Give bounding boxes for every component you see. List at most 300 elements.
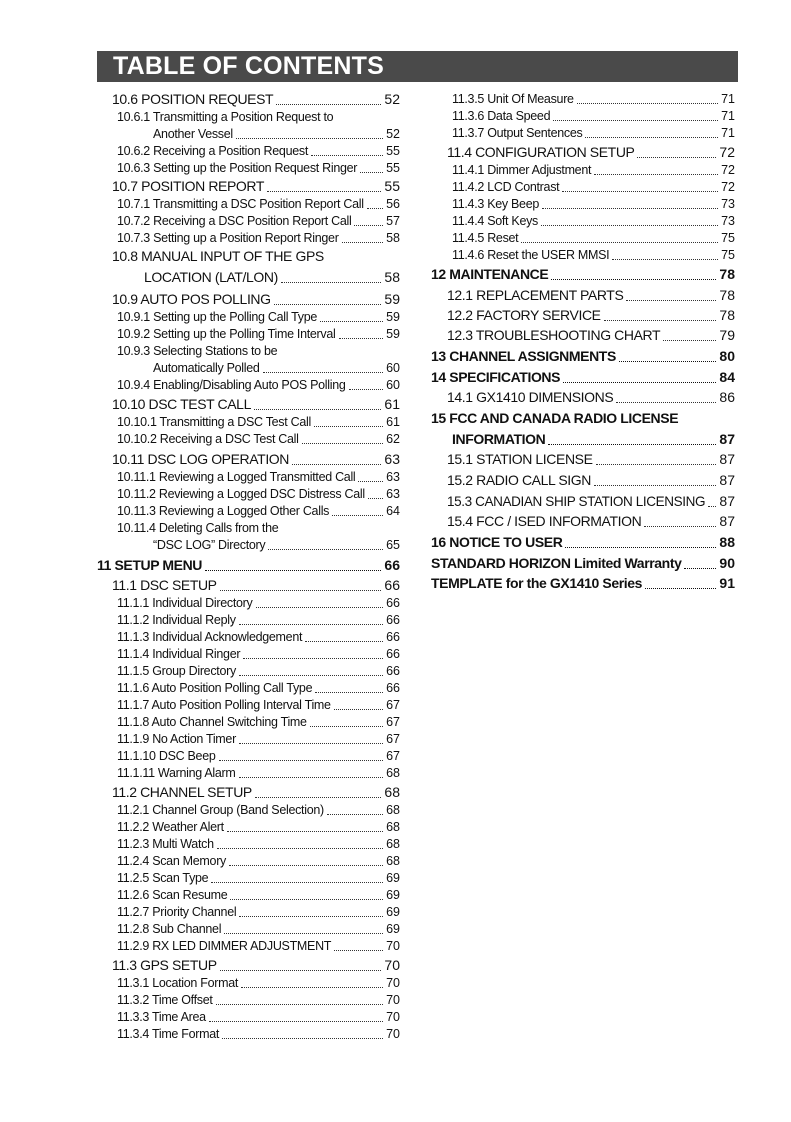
toc-entry-title: 11.2.6 Scan Resume [117,888,228,902]
toc-entry[interactable] [447,327,735,344]
toc-entry-title: 11.1.9 No Action Timer [117,732,236,746]
toc-entry-page: 69 [386,888,400,902]
toc-entry-page: 66 [384,557,400,573]
toc-entry-title: 11.2.4 Scan Memory [117,854,227,868]
toc-entry-title: 11.4.5 Reset [452,231,519,245]
dot-leader [222,1038,383,1039]
toc-entry-title: 11.4.2 LCD Contrast [452,180,560,194]
toc-entry-page: 61 [386,415,400,429]
toc-entry-page: 75 [721,248,735,262]
dot-leader [368,498,383,499]
dot-leader [230,899,383,900]
toc-entry-page: 66 [384,577,400,593]
toc-entry-page: 56 [386,197,400,211]
dot-leader [254,409,381,410]
dot-leader [302,443,383,444]
toc-entry[interactable] [447,493,735,510]
toc-entry-page: 70 [386,1010,400,1024]
dot-leader [205,570,381,571]
toc-entry-title: 11.2.7 Priority Channel [117,905,237,919]
toc-entry-title: 11 SETUP MENU [97,557,203,573]
toc-entry-title: 10.11.1 Reviewing a Logged Transmitted Call [117,470,356,484]
toc-entry[interactable] [117,993,400,1008]
toc-entry-title: 10.10.2 Receiving a DSC Test Call [117,432,299,446]
toc-entry-page: 69 [386,905,400,919]
dot-leader [332,515,383,516]
toc-entry-title: 10.9.1 Setting up the Polling Call Type [117,310,318,324]
dot-leader [239,916,383,917]
toc-entry-title: 11.2.9 RX LED DIMMER ADJUSTMENT [117,939,332,953]
dot-leader [310,726,383,727]
toc-entry-title: 13 CHANNEL ASSIGNMENTS [431,348,616,364]
toc-entry[interactable] [447,451,735,468]
dot-leader [604,320,717,321]
toc-entry-title: 10.7 POSITION REPORT [112,178,265,194]
dot-leader [305,641,383,642]
toc-entry[interactable] [452,231,735,246]
toc-entry-title: 10.9.3 Selecting Stations to be [117,344,278,358]
toc-entry[interactable] [144,269,400,286]
dot-leader [612,259,718,260]
toc-entry-title: 11.4.6 Reset the USER MMSI [452,248,610,262]
toc-entry[interactable] [452,180,735,195]
toc-entry-page: 87 [719,431,735,447]
dot-leader [548,444,716,445]
toc-entry-title: 15.1 STATION LICENSE [447,451,593,467]
toc-entry[interactable] [452,126,735,141]
dot-leader [255,797,382,798]
toc-entry-title: 10.6.2 Receiving a Position Request [117,144,309,158]
toc-entry-title: 12 MAINTENANCE [431,266,549,282]
toc-entry-page: 78 [719,307,735,323]
dot-leader [565,547,716,548]
dot-leader [256,607,384,608]
toc-entry[interactable] [117,698,400,713]
toc-entry-title: 10.7.1 Transmitting a DSC Position Report Call [117,197,364,211]
toc-entry[interactable] [117,1010,400,1025]
dot-leader [276,104,381,105]
toc-entry[interactable] [117,732,400,747]
toc-entry-page: 55 [386,144,400,158]
toc-entry-title: 10.8 MANUAL INPUT OF THE GPS [112,248,324,264]
toc-entry[interactable] [431,410,735,427]
toc-entry[interactable] [153,538,400,553]
toc-entry-page: 58 [386,231,400,245]
dot-leader [320,321,383,322]
dot-leader [217,848,383,849]
toc-entry-title: 11.3.6 Data Speed [452,109,551,123]
toc-entry-title: 11.3 GPS SETUP [112,957,217,973]
toc-entry-title: 11.3.1 Location Format [117,976,239,990]
toc-entry-page: 68 [386,854,400,868]
toc-entry[interactable] [452,431,735,448]
toc-entry-page: 59 [384,291,400,307]
toc-entry[interactable] [117,231,400,246]
toc-entry-title: 10.6 POSITION REQUEST [112,91,274,107]
dot-leader [645,588,716,589]
toc-entry[interactable] [117,487,400,502]
toc-entry-title: 11.2.8 Sub Channel [117,922,222,936]
dot-leader [292,464,381,465]
toc-entry-page: 68 [386,820,400,834]
toc-entry-title: 10.10 DSC TEST CALL [112,396,251,412]
toc-entry-page: 87 [719,472,735,488]
toc-entry[interactable] [431,575,735,592]
dot-leader [562,191,718,192]
toc-entry-page: 66 [386,664,400,678]
toc-entry-page: 73 [721,197,735,211]
toc-entry-page: 87 [719,513,735,529]
toc-entry-title: 10.11 DSC LOG OPERATION [112,451,290,467]
dot-leader [229,865,383,866]
toc-entry[interactable] [117,854,400,869]
toc-entry[interactable] [112,396,400,413]
toc-entry[interactable] [452,109,735,124]
toc-entry[interactable] [452,197,735,212]
toc-entry-page: 69 [386,871,400,885]
toc-entry[interactable] [117,820,400,835]
toc-entry[interactable] [117,647,400,662]
dot-leader [239,675,383,676]
dot-leader [577,103,718,104]
toc-entry[interactable] [117,613,400,628]
toc-entry[interactable] [447,287,735,304]
toc-entry-page: 66 [386,613,400,627]
toc-entry[interactable] [447,472,735,489]
dot-leader [211,882,383,883]
toc-entry[interactable] [431,266,735,283]
toc-entry-title: 11.4.1 Dimmer Adjustment [452,163,592,177]
toc-entry-page: 59 [386,310,400,324]
toc-entry-title: 15.2 RADIO CALL SIGN [447,472,591,488]
toc-entry[interactable] [117,749,400,764]
dot-leader [227,831,383,832]
toc-entry[interactable] [117,432,400,447]
toc-entry-page: 71 [721,109,735,123]
toc-entry-title: 10.11.4 Deleting Calls from the [117,521,279,535]
toc-entry[interactable] [452,163,735,178]
toc-entry-page: 67 [386,749,400,763]
toc-entry-title: 11.3.5 Unit Of Measure [452,92,574,106]
dot-leader [334,709,383,710]
dot-leader [541,225,718,226]
dot-leader [274,304,382,305]
toc-entry-title: 11.1 DSC SETUP [112,577,217,593]
toc-entry-page: 91 [719,575,735,591]
toc-entry[interactable] [117,766,400,781]
dot-leader [594,485,716,486]
toc-entry-page: 68 [384,784,400,800]
toc-entry-page: 52 [384,91,400,107]
toc-entry-page: 63 [384,451,400,467]
toc-entry[interactable] [431,369,735,386]
toc-entry-title: 10.7.2 Receiving a DSC Position Report Call [117,214,352,228]
toc-entry[interactable] [153,127,400,142]
toc-entry-title: 15.3 CANADIAN SHIP STATION LICENSING [447,493,706,509]
toc-entry[interactable] [117,327,400,342]
toc-entry[interactable] [117,197,400,212]
dot-leader [243,658,383,659]
toc-entry[interactable] [117,504,400,519]
toc-entry[interactable] [117,715,400,730]
dot-leader [220,590,382,591]
toc-entry-page: 72 [721,163,735,177]
toc-entry-page: 84 [719,369,735,385]
toc-entry-title: 11.4.4 Soft Keys [452,214,538,228]
toc-entry-title: 11.2.5 Scan Type [117,871,209,885]
toc-entry-title: Automatically Polled [153,361,260,375]
dot-leader [708,506,716,507]
toc-entry[interactable] [447,513,735,530]
toc-entry-title: INFORMATION [452,431,546,447]
dot-leader [619,361,717,362]
toc-entry-title: Another Vessel [153,127,233,141]
toc-entry[interactable] [447,389,735,406]
toc-entry-page: 90 [719,555,735,571]
toc-entry-page: 75 [721,231,735,245]
toc-entry-page: 58 [384,269,400,285]
toc-entry-page: 87 [719,451,735,467]
toc-entry-title: 11.2.1 Channel Group (Band Selection) [117,803,324,817]
toc-entry-title: 11.1.1 Individual Directory [117,596,253,610]
toc-entry-title: 12.2 FACTORY SERVICE [447,307,601,323]
toc-entry-page: 69 [386,922,400,936]
toc-entry[interactable] [431,555,735,572]
toc-entry[interactable] [112,91,400,108]
dot-leader [585,137,718,138]
toc-entry[interactable] [112,291,400,308]
toc-entry-page: 73 [721,214,735,228]
toc-entry[interactable] [452,92,735,107]
toc-entry-page: 65 [386,538,400,552]
toc-entry[interactable] [117,144,400,159]
toc-entry[interactable] [452,248,735,263]
toc-entry-page: 60 [386,361,400,375]
toc-entry[interactable] [117,214,400,229]
toc-entry[interactable] [117,905,400,920]
toc-entry-page: 62 [386,432,400,446]
toc-entry-title: STANDARD HORIZON Limited Warranty [431,555,682,571]
toc-entry-title: 11.1.4 Individual Ringer [117,647,241,661]
toc-entry[interactable] [117,596,400,611]
dot-leader [644,526,716,527]
dot-leader [239,624,383,625]
toc-entry-title: “DSC LOG” Directory [153,538,266,552]
toc-entry-title: 12.3 TROUBLESHOOTING CHART [447,327,661,343]
toc-entry-page: 66 [386,630,400,644]
toc-entry-page: 66 [386,596,400,610]
toc-entry-title: 15 FCC AND CANADA RADIO LICENSE [431,410,679,426]
toc-entry[interactable] [117,470,400,485]
dot-leader [216,1004,384,1005]
toc-entry-page: 59 [386,327,400,341]
toc-entry-page: 78 [719,266,735,282]
toc-entry[interactable] [117,1027,400,1042]
toc-entry[interactable] [117,664,400,679]
toc-entry-title: 10.6.1 Transmitting a Position Request to [117,110,334,124]
toc-entry-page: 68 [386,803,400,817]
toc-entry[interactable] [112,577,400,594]
toc-entry-page: 87 [719,493,735,509]
toc-entry-title: 11.1.10 DSC Beep [117,749,216,763]
toc-entry[interactable] [117,837,400,852]
toc-entry[interactable] [97,557,400,574]
toc-entry-title: 11.1.8 Auto Channel Switching Time [117,715,307,729]
dot-leader [239,777,384,778]
dot-leader [358,481,383,482]
toc-entry-page: 78 [719,287,735,303]
toc-entry-page: 70 [384,957,400,973]
toc-entry[interactable] [112,248,400,265]
toc-entry-page: 70 [386,939,400,953]
toc-entry-title: 11.1.6 Auto Position Polling Call Type [117,681,313,695]
dot-leader [616,402,716,403]
dot-leader [354,225,383,226]
dot-leader [268,549,383,550]
toc-entry[interactable] [117,922,400,937]
dot-leader [311,155,383,156]
toc-entry-page: 63 [386,470,400,484]
toc-entry-title: 11.1.7 Auto Position Polling Interval Time [117,698,331,712]
dot-leader [663,340,716,341]
toc-entry[interactable] [112,784,400,801]
toc-entry[interactable] [117,939,400,954]
toc-entry[interactable] [117,871,400,886]
dot-leader [327,814,383,815]
toc-entry[interactable] [117,521,400,536]
toc-entry-page: 61 [384,396,400,412]
toc-entry-title: 11.2.3 Multi Watch [117,837,214,851]
dot-leader [209,1021,383,1022]
dot-leader [349,389,384,390]
toc-entry-title: 11.4 CONFIGURATION SETUP [447,144,635,160]
toc-entry[interactable] [117,630,400,645]
toc-entry-title: LOCATION (LAT/LON) [144,269,278,285]
dot-leader [684,568,716,569]
toc-entry-page: 70 [386,976,400,990]
toc-entry-title: 14 SPECIFICATIONS [431,369,561,385]
toc-entry-page: 60 [386,378,400,392]
toc-entry[interactable] [431,348,735,365]
dot-leader [314,426,383,427]
toc-entry[interactable] [431,534,735,551]
toc-entry[interactable] [117,378,400,393]
toc-entry-page: 55 [386,161,400,175]
toc-entry-title: 11.3.3 Time Area [117,1010,206,1024]
toc-entry-page: 71 [721,92,735,106]
toc-entry-title: 11.3.4 Time Format [117,1027,220,1041]
toc-entry-page: 72 [721,180,735,194]
toc-entry-page: 64 [386,504,400,518]
dot-leader [334,950,383,951]
toc-entry[interactable] [117,976,400,991]
toc-entry-page: 86 [719,389,735,405]
toc-entry-title: 15.4 FCC / ISED INFORMATION [447,513,642,529]
dot-leader [219,760,384,761]
toc-entry-page: 52 [386,127,400,141]
toc-entry-title: 11.4.3 Key Beep [452,197,540,211]
toc-entry[interactable] [117,415,400,430]
dot-leader [626,300,716,301]
toc-entry-page: 72 [719,144,735,160]
toc-entry-title: 11.2.2 Weather Alert [117,820,224,834]
toc-entry[interactable] [117,888,400,903]
toc-entry-title: 10.9.2 Setting up the Polling Time Interval [117,327,336,341]
toc-entry[interactable] [112,957,400,974]
dot-leader [360,172,383,173]
toc-entry-title: 11.3.2 Time Offset [117,993,213,1007]
toc-entry-title: 10.11.3 Reviewing a Logged Other Calls [117,504,330,518]
toc-entry-page: 67 [386,698,400,712]
toc-entry[interactable] [452,214,735,229]
toc-entry[interactable] [117,803,400,818]
toc-entry-page: 57 [386,214,400,228]
toc-entry-page: 71 [721,126,735,140]
dot-leader [563,382,716,383]
toc-entry-title: 10.9.4 Enabling/Disabling Auto POS Polling [117,378,346,392]
toc-entry-title: 10.9 AUTO POS POLLING [112,291,271,307]
toc-entry-page: 79 [719,327,735,343]
dot-leader [637,157,716,158]
toc-entry-page: 80 [719,348,735,364]
toc-entry-title: TEMPLATE for the GX1410 Series [431,575,643,591]
dot-leader [339,338,384,339]
toc-entry-page: 68 [386,766,400,780]
dot-leader [239,743,383,744]
toc-entry[interactable] [112,178,400,195]
toc-entry-title: 11.2 CHANNEL SETUP [112,784,252,800]
dot-leader [553,120,718,121]
toc-entry-title: 10.7.3 Setting up a Position Report Ringer [117,231,339,245]
toc-entry[interactable] [112,451,400,468]
toc-entry-page: 55 [384,178,400,194]
toc-entry-page: 70 [386,1027,400,1041]
toc-entry-title: 16 NOTICE TO USER [431,534,563,550]
toc-entry[interactable] [117,161,400,176]
dot-leader [342,242,384,243]
toc-entry[interactable] [447,307,735,324]
toc-entry-title: 14.1 GX1410 DIMENSIONS [447,389,614,405]
dot-leader [521,242,718,243]
toc-entry-page: 67 [386,715,400,729]
dot-leader [367,208,383,209]
toc-entry-page: 88 [719,534,735,550]
toc-entry-title: 10.10.1 Transmitting a DSC Test Call [117,415,311,429]
toc-entry[interactable] [117,344,400,359]
toc-entry-title: 11.1.11 Warning Alarm [117,766,236,780]
dot-leader [236,138,383,139]
toc-entry[interactable] [117,310,400,325]
toc-entry-page: 66 [386,647,400,661]
toc-entry[interactable] [153,361,400,376]
toc-entry[interactable] [447,144,735,161]
toc-entry[interactable] [117,110,400,125]
dot-leader [224,933,383,934]
toc-entry[interactable] [117,681,400,696]
toc-entry-title: 10.11.2 Reviewing a Logged DSC Distress Call [117,487,365,501]
toc-entry-page: 67 [386,732,400,746]
dot-leader [241,987,383,988]
toc-entry-page: 63 [386,487,400,501]
toc-entry-page: 68 [386,837,400,851]
toc-entry-page: 70 [386,993,400,1007]
toc-entry-title: 11.1.3 Individual Acknowledgement [117,630,303,644]
toc-entry-title: 11.1.2 Individual Reply [117,613,236,627]
dot-leader [267,191,381,192]
dot-leader [542,208,718,209]
dot-leader [281,282,382,283]
dot-leader [220,970,382,971]
